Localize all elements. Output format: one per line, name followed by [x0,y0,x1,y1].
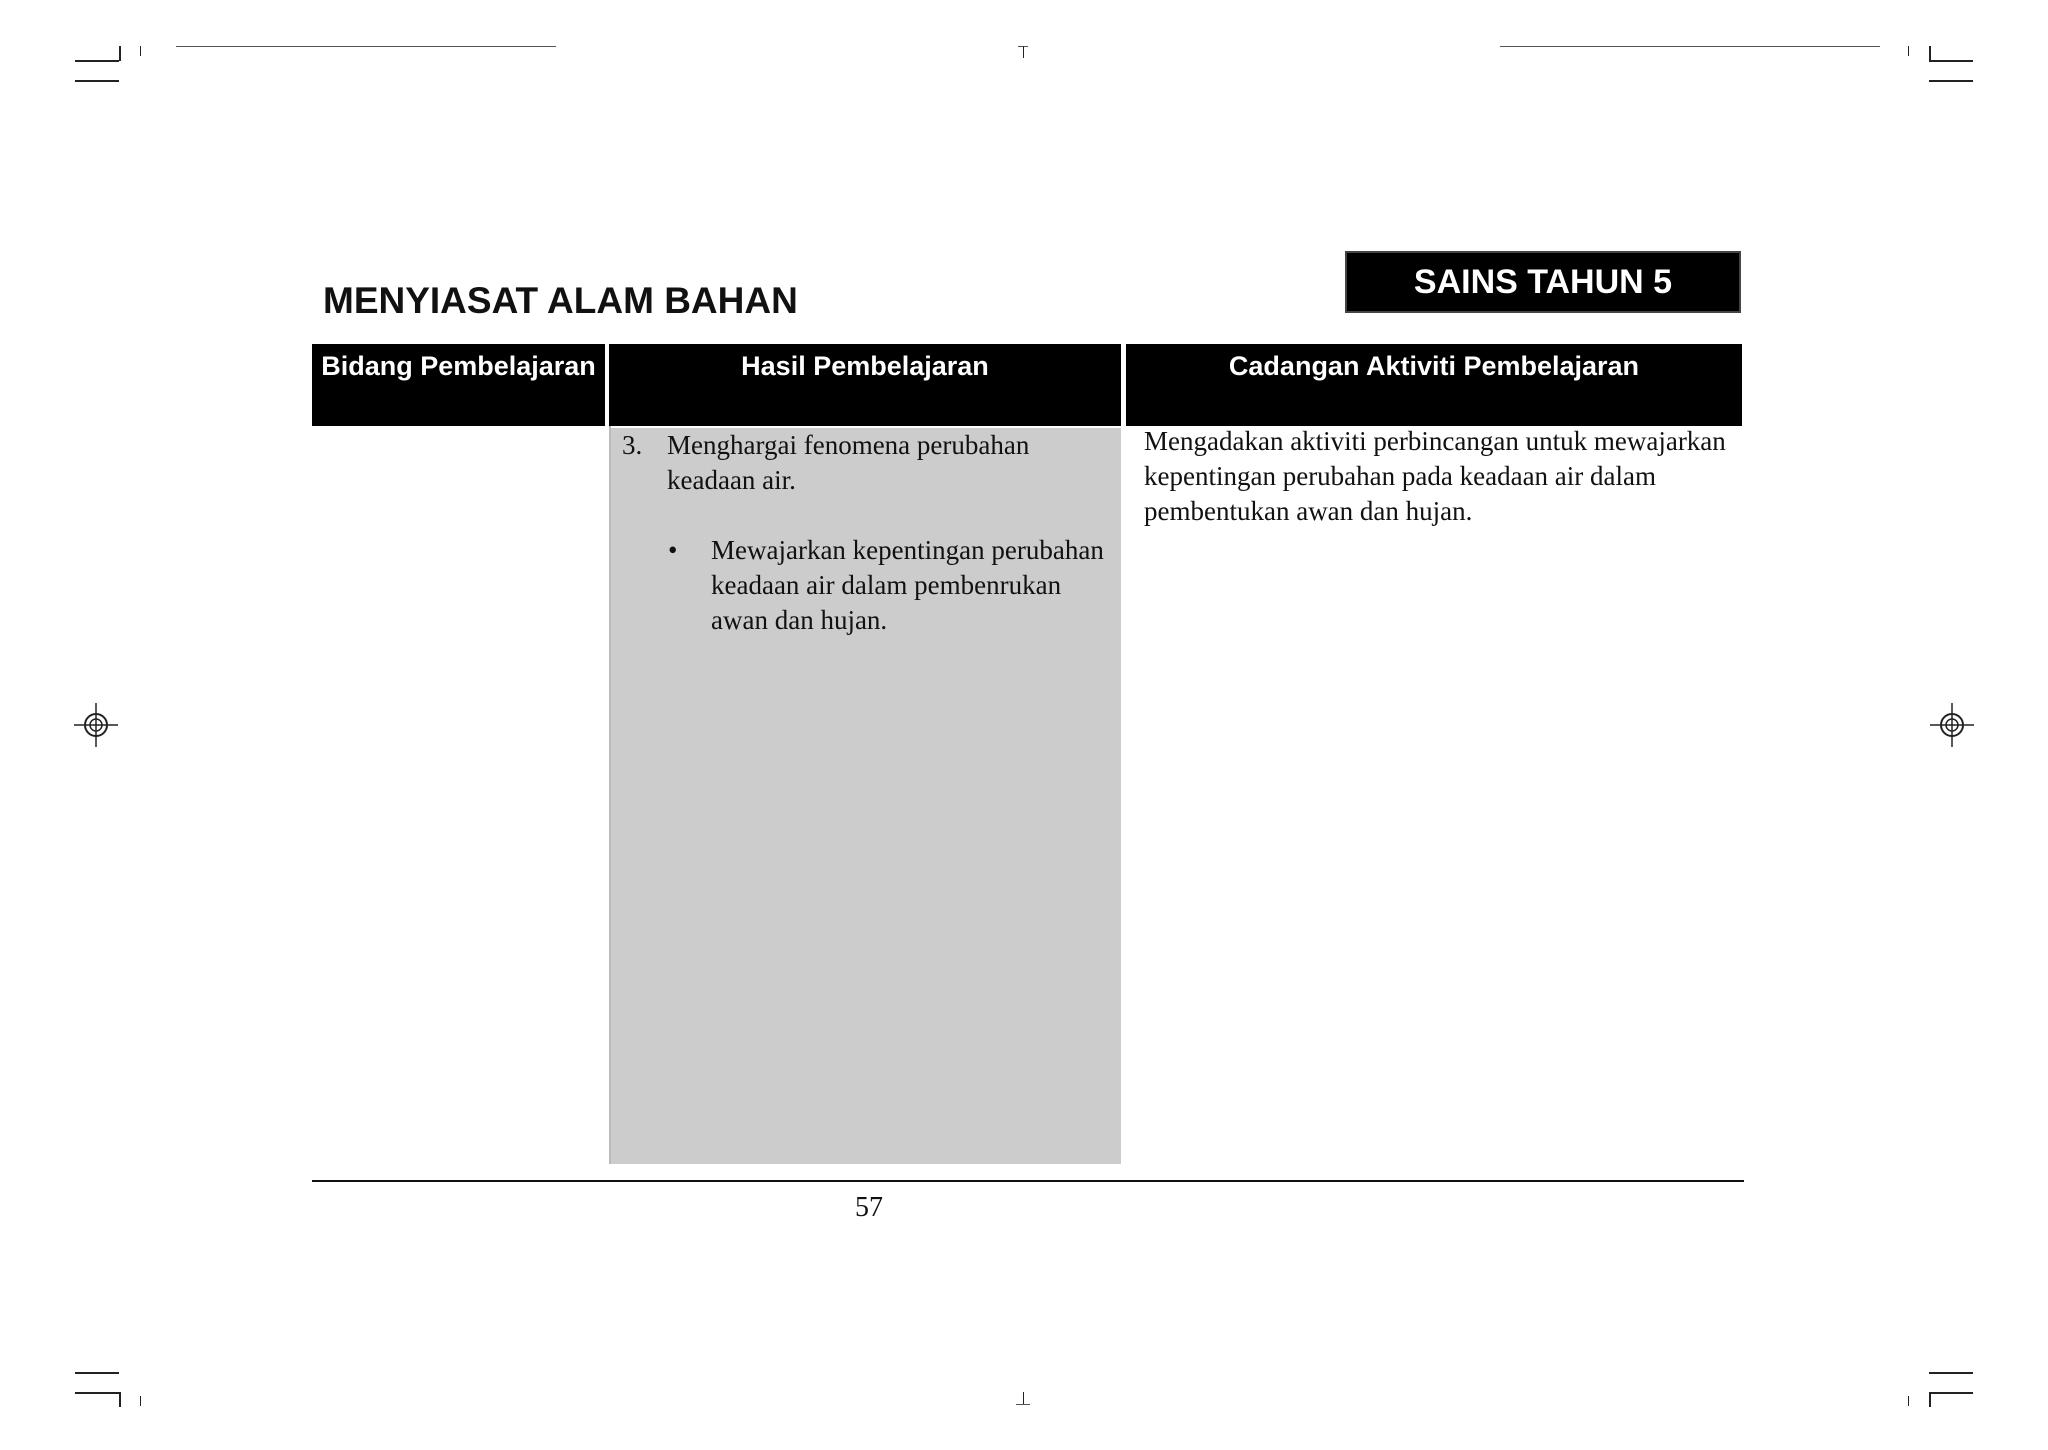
registration-target-icon [74,703,118,747]
column-header-hasil: Hasil Pembelajaran [609,344,1121,426]
column-header-cadangan: Cadangan Aktiviti Pembelajaran [1126,344,1742,426]
page-title: MENYIASAT ALAM BAHAN [323,280,798,321]
outcome-number: 3. [622,430,643,460]
column-header-bidang: Bidang Pembelajaran [312,344,605,426]
table-bottom-rule [312,1180,1744,1182]
page-number: 57 [855,1192,883,1223]
subject-badge-label: SAINS TAHUN 5 [1413,262,1673,301]
column-divider [609,426,611,1164]
bullet-icon: • [668,535,678,565]
outcome-text: Menghargai fenomena perubahan keadaan air. [667,430,1030,495]
registration-target-icon [1930,703,1974,747]
sub-outcome-text: Mewajarkan kepentingan perubahan keadaan air dalam pembenrukan awan dan hujan. [711,535,1104,635]
activity-text: Mengadakan aktiviti perbincangan untuk mewajarkan kepentingan perubahan pada keadaan air dalam pembentukan awan dan hujan. [1144,426,1726,526]
subject-badge [1345,251,1741,313]
